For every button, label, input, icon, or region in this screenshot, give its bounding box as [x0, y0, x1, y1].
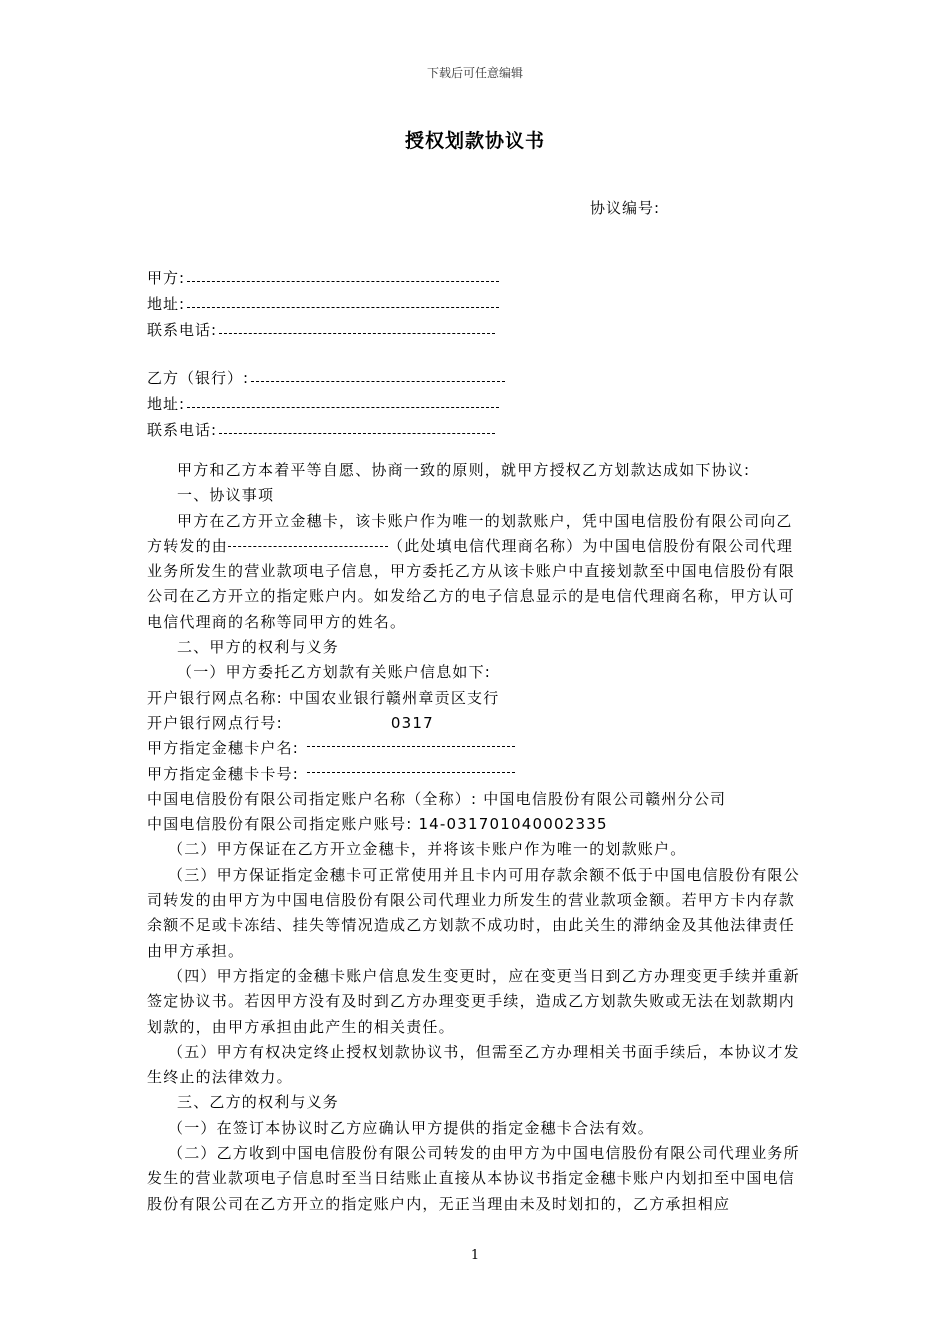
party-a-fields [147, 262, 499, 340]
party-a-phone-row [147, 314, 499, 340]
intro-paragraph: 甲方和乙方本着平等自愿、协商一致的原则，就甲方授权乙方划款达成如下协议: [177, 461, 751, 479]
telecom-account-name-label: 中国电信股份有限公司指定账户名称（全称）: [147, 789, 478, 808]
card-number-label: 甲方指定金穗卡卡号: [147, 764, 300, 783]
card-number-blank[interactable] [307, 771, 515, 773]
party-b-address-blank[interactable] [187, 406, 499, 408]
party-b-phone-blank[interactable] [219, 432, 495, 434]
card-holder-blank[interactable] [307, 745, 515, 747]
agreement-number-label: 协议编号: [590, 199, 661, 217]
card-holder-row [147, 736, 807, 761]
bank-name-value: 中国农业银行赣州章贡区支行 [288, 688, 500, 707]
telecom-account-number-label: 中国电信股份有限公司指定账户账号: [147, 815, 413, 834]
bank-name-label: 开户银行网点名称: [147, 688, 283, 707]
party-a-address-row [147, 288, 499, 314]
party-b-address-row [147, 388, 505, 414]
section-1-heading: 一、协议事项 [177, 486, 275, 505]
bank-code-row [147, 711, 807, 736]
section-2-heading: 二、甲方的权利与义务 [177, 638, 340, 657]
party-a-name-label: 甲方: [147, 269, 186, 287]
party-b-name-label: 乙方（银行）: [147, 369, 250, 387]
party-b-name-blank[interactable] [251, 380, 505, 382]
agent-name-blank[interactable] [228, 545, 388, 547]
card-number-row [147, 762, 807, 787]
party-a-phone-blank[interactable] [219, 332, 495, 334]
party-a-address-blank[interactable] [187, 306, 499, 308]
party-b-name-row [147, 362, 505, 388]
bank-code-label: 开户银行网点行号: [147, 713, 283, 732]
card-holder-label: 甲方指定金穗卡户名: [147, 739, 300, 758]
section-1-text-part2: （此处填电信代理商名称）为中国电信股份有限公司代理业务所发生的营业款项电子信息，甲方委托乙方从该卡账户中直接划款至中国电信股份有限公司在乙方开立的指定账户内。如发给乙方的电子信息显示的是电信代理商名称，甲方认可电信代理商的名称等同甲方的姓名。 [147, 536, 796, 631]
section-2-item-4: （四）甲方指定的金穗卡账户信息发生变更时，应在变更当日到乙方办理变更手续并重新签定协议书。若因甲方没有及时到乙方办理变更手续，造成乙方划款失败或无法在划款期内划款的，由甲方承担由此产生的相关责任。 [147, 966, 800, 1036]
party-b-address-label: 地址: [147, 395, 186, 413]
section-3-heading: 三、乙方的权利与义务 [177, 1093, 340, 1112]
page-number: 1 [470, 1248, 480, 1263]
document-title: 授权划款协议书 [404, 130, 545, 152]
section-2-item-2: （二）甲方保证在乙方开立金穗卡，并将该卡账户作为唯一的划款账户。 [168, 840, 687, 859]
party-b-phone-row [147, 414, 505, 440]
header-note: 下载后可任意编辑 [426, 66, 523, 80]
party-a-name-blank[interactable] [187, 280, 499, 282]
section-2-item-1-intro: （一）甲方委托乙方划款有关账户信息如下: [177, 663, 492, 682]
section-2-item-3: （三）甲方保证指定金穗卡可正常使用并且卡内可用存款余额不低于中国电信股份有限公司转发的由甲方为中国电信股份有限公司代理业力所发生的营业款项金额。若甲方卡内存款余额不足或卡冻结、挂失等情况造成乙方划款不成功时，由此关生的滞纳金及其他法律责任由甲方承担。 [147, 865, 800, 960]
party-a-name-row [147, 262, 499, 288]
section-2-item-5: （五）甲方有权决定终止授权划款协议书，但需至乙方办理相关书面手续后，本协议才发生终止的法律效力。 [147, 1042, 800, 1087]
party-a-phone-label: 联系电话: [147, 321, 218, 339]
party-b-phone-label: 联系电话: [147, 421, 218, 439]
section-3-item-2: （二）乙方收到中国电信股份有限公司转发的由甲方为中国电信股份有限公司代理业务所发生的营业款项电子信息时至当日结账止直接从本协议书指定金穗卡账户内划扣至中国电信股份有限公司在乙方开立的指定账户内，无正当理由未及时划扣的，乙方承担相应 [147, 1144, 800, 1213]
bank-code-value: 0317 [390, 713, 434, 732]
section-3-item-1: （一）在签订本协议时乙方应确认甲方提供的指定金穗卡合法有效。 [168, 1118, 655, 1137]
telecom-account-name-row [147, 787, 807, 812]
party-b-fields [147, 362, 505, 440]
telecom-account-number-row [147, 812, 807, 837]
bank-name-row [147, 686, 807, 711]
telecom-account-number-value: 14-031701040002335 [418, 815, 608, 834]
party-a-address-label: 地址: [147, 295, 186, 313]
telecom-account-name-value: 中国电信股份有限公司赣州分公司 [483, 789, 727, 808]
section-1-paragraph [147, 509, 807, 635]
agreement-body [147, 458, 807, 1217]
section-1-text-part1: 甲方在乙方开立金穗卡，该卡账户作为唯一的划款账户，凭中国电信股份有限公司向乙方转发的由 [147, 511, 793, 555]
